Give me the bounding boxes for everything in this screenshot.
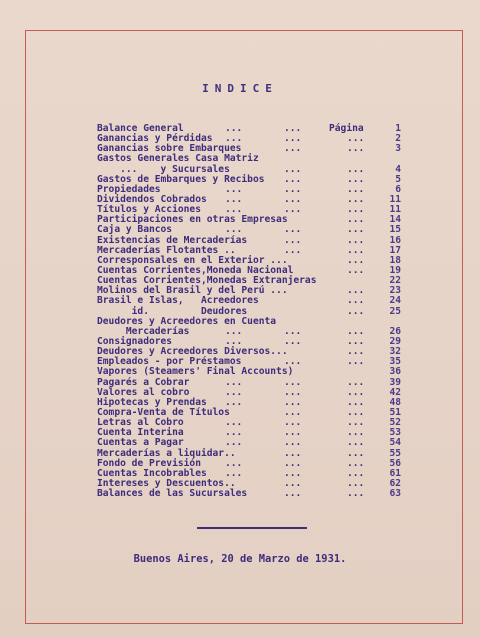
entry-page-number: 15	[389, 224, 401, 236]
index-title: INDICE	[202, 82, 278, 95]
leader-dots: ...	[284, 183, 302, 195]
entry-page-number: 2	[395, 133, 401, 145]
entry-label: id. Deudores	[97, 305, 248, 317]
entry-label: Brasil e Islas, Acreedores	[97, 295, 259, 307]
leader-dots: ...	[347, 163, 365, 175]
leader-dots: ...	[225, 396, 243, 408]
entry-page-number: 14	[389, 214, 401, 226]
leader-dots: ...	[347, 356, 365, 368]
entry-page-number: 3	[395, 143, 401, 155]
leader-dots: ...	[347, 457, 365, 469]
entry-page-number: 6	[395, 183, 401, 195]
entry-page-number: 18	[389, 254, 401, 266]
entry-page-number: 24	[389, 295, 401, 307]
entry-page-number: 55	[389, 447, 401, 459]
entry-label: Balances de las Sucursales	[97, 488, 248, 500]
leader-dots: ...	[284, 477, 302, 489]
entry-label: Cuentas a Pagar	[97, 437, 184, 449]
leader-dots: ...	[347, 295, 365, 307]
entry-page-number: 53	[389, 427, 401, 439]
leader-dots: ...	[347, 376, 365, 388]
entry-label: Participaciones en otras Empresas	[97, 214, 288, 226]
leader-dots: ...	[347, 204, 365, 216]
leader-dots: ...	[347, 264, 365, 276]
leader-dots: ...	[284, 386, 302, 398]
entry-page-number: 36	[389, 366, 401, 378]
leader-dots: ...	[284, 193, 302, 205]
entry-page-number: 25	[389, 305, 401, 317]
entry-page-number: 48	[389, 396, 401, 408]
entry-page-number: 29	[389, 335, 401, 347]
entry-label: Títulos y Acciones	[97, 204, 201, 216]
leader-dots: ...	[225, 457, 243, 469]
entry-label: Mercaderías a liquidar..	[97, 447, 236, 459]
entry-page-number: 26	[389, 325, 401, 337]
entry-page-number: 17	[389, 244, 401, 256]
leader-dots: ...	[225, 467, 243, 479]
leader-dots: ...	[347, 437, 365, 449]
leader-dots: ...	[225, 335, 243, 347]
leader-dots: ...	[347, 143, 365, 155]
leader-dots: ...	[284, 467, 302, 479]
leader-dots: ...	[284, 163, 302, 175]
leader-dots: ...	[347, 254, 365, 266]
entry-label: Vapores (Steamers' Final Accounts)	[97, 366, 294, 378]
entry-page-number: 52	[389, 417, 401, 429]
entry-page-number: 56	[389, 457, 401, 469]
leader-dots: ...	[347, 285, 365, 297]
entry-page-number: 4	[395, 163, 401, 175]
entry-page-number: 35	[389, 356, 401, 368]
leader-dots: ...	[347, 386, 365, 398]
entry-label: Letras al Cobro	[97, 417, 184, 429]
leader-dots: ...	[347, 406, 365, 418]
leader-dots: ...	[225, 193, 243, 205]
leader-dots: ...	[347, 346, 365, 358]
entry-page-number: 22	[389, 275, 401, 287]
leader-dots: ...	[347, 417, 365, 429]
leader-dots: ...	[284, 488, 302, 500]
leader-dots: ...	[347, 488, 365, 500]
leader-dots: ...	[284, 447, 302, 459]
leader-dots: ...	[225, 123, 243, 134]
leader-dots: ...	[347, 244, 365, 256]
entry-label: Gastos de Embarques y Recibos	[97, 173, 265, 185]
entry-label: Mercaderías	[97, 325, 190, 337]
entry-label: Cuentas Incobrables	[97, 467, 207, 479]
entry-page-number: 62	[389, 477, 401, 489]
entry-label: Deudores y Acreedores en Cuenta	[97, 315, 277, 327]
leader-dots: ...	[347, 477, 365, 489]
entry-label: Mercaderías Flotantes ..	[97, 244, 236, 256]
entry-label: Hipotecas y Prendas	[97, 396, 207, 408]
leader-dots: ...	[284, 244, 302, 256]
leader-dots: ...	[284, 356, 302, 368]
leader-dots: ...	[284, 376, 302, 388]
entry-label: Fondo de Previsión	[97, 457, 201, 469]
leader-dots: ...	[284, 406, 302, 418]
leader-dots: ...	[225, 427, 243, 439]
divider-rule	[197, 527, 307, 529]
entry-page-number: 39	[389, 376, 401, 388]
index-entry	[97, 367, 407, 377]
leader-dots: ...	[284, 437, 302, 449]
entry-label: Valores al cobro	[97, 386, 190, 398]
leader-dots: ...	[284, 204, 302, 216]
leader-dots: ...	[347, 173, 365, 185]
index-entry	[97, 296, 407, 306]
entry-label: Ganancias sobre Embarques	[97, 143, 242, 155]
entry-page-number: 61	[389, 467, 401, 479]
index-entry	[97, 438, 407, 448]
entry-label: Ganancias y Pérdidas	[97, 133, 213, 145]
entry-page-number: 23	[389, 285, 401, 297]
leader-dots: ...	[347, 183, 365, 195]
entry-page-number: 19	[389, 264, 401, 276]
entry-page-number: 32	[389, 346, 401, 358]
leader-dots: ...	[347, 214, 365, 226]
entry-page-number: 11	[389, 204, 401, 216]
entry-label: Deudores y Acreedores Diversos...	[97, 346, 288, 358]
leader-dots: ...	[284, 335, 302, 347]
leader-dots: ...	[347, 193, 365, 205]
leader-dots: ...	[225, 437, 243, 449]
entry-label: Propiedades	[97, 183, 161, 195]
leader-dots: ...	[284, 224, 302, 236]
leader-dots: ...	[347, 467, 365, 479]
leader-dots: ...	[225, 386, 243, 398]
entry-label: Cuenta Interina	[97, 427, 184, 439]
index-entry	[97, 489, 407, 499]
leader-dots: ...	[347, 234, 365, 246]
leader-dots: ...	[347, 427, 365, 439]
entry-label: Compra-Venta de Títulos	[97, 406, 230, 418]
leader-dots: ...	[225, 417, 243, 429]
place-date-line: Buenos Aires, 20 de Marzo de 1931.	[133, 553, 347, 565]
leader-dots: ...	[347, 335, 365, 347]
leader-dots: ...	[225, 224, 243, 236]
leader-dots: ...	[225, 376, 243, 388]
leader-dots: ...	[347, 325, 365, 337]
entry-label: Existencias de Mercaderías	[97, 234, 248, 246]
leader-dots: ...	[347, 447, 365, 459]
entry-page-number: 42	[389, 386, 401, 398]
leader-dots: ...	[347, 133, 365, 145]
entry-label: Corresponsales en el Exterior ...	[97, 254, 288, 266]
entry-label: Cuentas Corrientes,Moneda Nacional	[97, 264, 294, 276]
leader-dots: ...	[225, 204, 243, 216]
entry-label: Dividendos Cobrados	[97, 193, 207, 205]
leader-dots: ...	[284, 457, 302, 469]
entry-label: Balance General	[97, 123, 184, 134]
leader-dots: ...	[284, 133, 302, 145]
leader-dots: ...	[284, 396, 302, 408]
leader-dots: ...	[284, 123, 302, 134]
leader-dots: ...	[284, 325, 302, 337]
entry-label: Pagarés a Cobrar	[97, 376, 190, 388]
entry-label: ... y Sucursales	[97, 163, 230, 175]
leader-dots: ...	[225, 183, 243, 195]
entry-label: Empleados - por Préstamos	[97, 356, 242, 368]
page-column-header: Página	[329, 123, 364, 134]
leader-dots: ...	[284, 427, 302, 439]
leader-dots: ...	[347, 224, 365, 236]
leader-dots: ...	[225, 133, 243, 145]
leader-dots: ...	[284, 234, 302, 246]
entry-label: Consignadores	[97, 335, 173, 347]
leader-dots: ...	[284, 173, 302, 185]
table-of-contents	[97, 124, 407, 499]
leader-dots: ...	[347, 396, 365, 408]
leader-dots: ...	[347, 305, 365, 317]
entry-page-number: 51	[389, 406, 401, 418]
entry-label: Cuentas Corrientes,Monedas Extranjeras	[97, 275, 317, 287]
entry-page-number: 5	[395, 173, 401, 185]
entry-page-number: 54	[389, 437, 401, 449]
entry-label: Intereses y Descuentos..	[97, 477, 236, 489]
entry-label: Molinos del Brasil y del Perú ...	[97, 285, 288, 297]
leader-dots: ...	[284, 143, 302, 155]
entry-page-number: 11	[389, 193, 401, 205]
leader-dots: ...	[225, 325, 243, 337]
entry-page-number: 63	[389, 488, 401, 500]
entry-label: Gastos Generales Casa Matriz	[97, 153, 259, 165]
leader-dots: ...	[284, 417, 302, 429]
entry-page-number: 1	[395, 123, 401, 134]
entry-page-number: 16	[389, 234, 401, 246]
entry-label: Caja y Bancos	[97, 224, 173, 236]
